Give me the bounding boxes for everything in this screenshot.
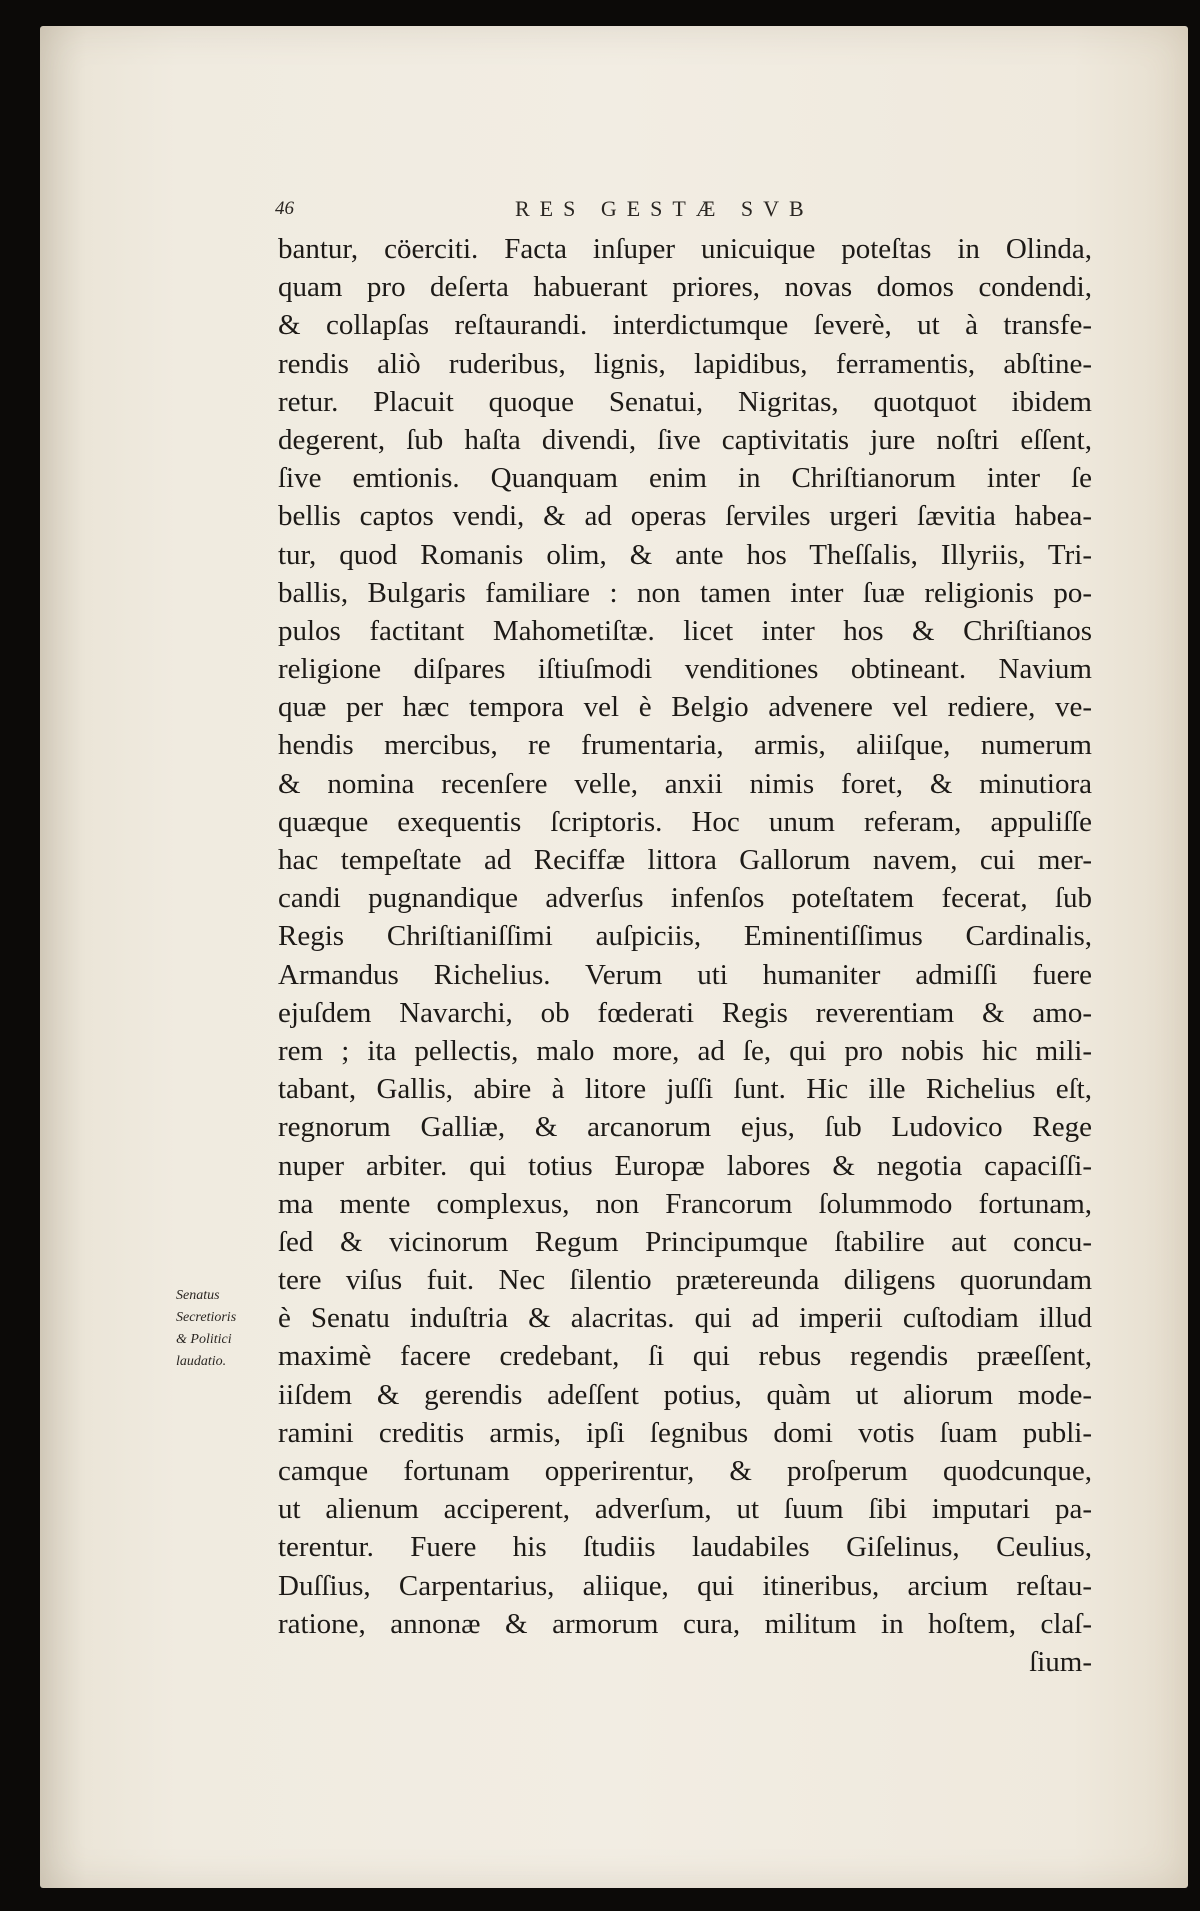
text-line: ramini creditis armis, ipſi ſegnibus domi votis ſuam publi- bbox=[278, 1416, 1092, 1449]
text-line: iiſdem & gerendis adeſſent potius, quàm ut aliorum mode- bbox=[278, 1378, 1092, 1411]
text-line: Armandus Richelius. Verum uti humaniter admiſſi fuere bbox=[278, 958, 1092, 991]
text-line: religione diſpares iſtiuſmodi venditiones obtineant. Navium bbox=[278, 653, 1092, 686]
text-line: candi pugnandique adverſus infenſos poteſtatem fecerat, ſub bbox=[278, 882, 1092, 915]
text-line: retur. Placuit quoque Senatui, Nigritas, quotquot ibidem bbox=[278, 385, 1092, 418]
text-line: quæ per hæc tempora vel è Belgio advenere vel rediere, ve- bbox=[278, 691, 1092, 724]
marginal-note-line: laudatio. bbox=[176, 1354, 227, 1369]
text-line: quam pro deſerta habuerant priores, novas domos condendi, bbox=[278, 271, 1092, 304]
marginal-note-line: Senatus bbox=[176, 1288, 220, 1303]
text-line: hac tempeſtate ad Reciffæ littora Gallorum navem, cui mer- bbox=[278, 844, 1092, 876]
text-line: terentur. Fuere his ſtudiis laudabiles Giſelinus, Ceulius, bbox=[278, 1531, 1092, 1564]
marginal-note-line: & Politici bbox=[176, 1332, 232, 1347]
text-line: maximè facere credebant, ſi qui rebus regendis præeſſent, bbox=[278, 1340, 1092, 1373]
text-line: & nomina recenſere velle, anxii nimis foret, & minutiora bbox=[278, 767, 1092, 800]
text-line: ut alienum acciperent, adverſum, ut ſuum ſibi imputari pa- bbox=[278, 1493, 1092, 1526]
text-line: ratione, annonæ & armorum cura, militum in hoſtem, claſ- bbox=[278, 1607, 1092, 1640]
text-line: quæque exequentis ſcriptoris. Hoc unum referam, appuliſſe bbox=[278, 805, 1092, 838]
text-line: & collapſas reſtaurandi. interdictumque ſeverè, ut à transfe- bbox=[278, 309, 1092, 342]
text-line: rem ; ita pellectis, malo more, ad ſe, qui pro nobis hic mili- bbox=[278, 1034, 1092, 1067]
text-line: è Senatu induſtria & alacritas. qui ad imperii cuſtodiam illud bbox=[278, 1302, 1092, 1335]
marginal-note bbox=[176, 1285, 276, 1373]
body-text bbox=[278, 230, 1092, 1681]
text-line: Regis Chriſtianiſſimi auſpiciis, Eminentiſſimus Cardinalis, bbox=[278, 920, 1092, 953]
text-line: tere viſus fuit. Nec ſilentio prætereunda diligens quorundam bbox=[278, 1264, 1092, 1297]
text-line: hendis mercibus, re frumentaria, armis, aliiſque, numerum bbox=[278, 729, 1092, 762]
text-line: pulos factitant Mahometiſtæ. licet inter hos & Chriſtianos bbox=[278, 614, 1092, 647]
text-line: bellis captos vendi, & ad operas ſerviles urgeri ſævitia habea- bbox=[278, 500, 1092, 533]
page-number: 46 bbox=[275, 198, 294, 219]
text-line: tur, quod Romanis olim, & ante hos Theſſalis, Illyriis, Tri- bbox=[278, 538, 1092, 571]
text-line: nuper arbiter. qui totius Europæ labores & negotia capaciſſi- bbox=[278, 1149, 1092, 1182]
text-line: ſed & vicinorum Regum Principumque ſtabilire aut concu- bbox=[278, 1225, 1092, 1258]
text-line: rendis aliò ruderibus, lignis, lapidibus, ferramentis, abſtine- bbox=[278, 347, 1092, 380]
text-line: Duſſius, Carpentarius, aliique, qui itineribus, arcium reſtau- bbox=[278, 1569, 1092, 1602]
text-line: regnorum Galliæ, & arcanorum ejus, ſub Ludovico Rege bbox=[278, 1111, 1092, 1144]
text-line: bantur, cöerciti. Facta inſuper unicuique poteſtas in Olinda, bbox=[278, 233, 1092, 265]
text-line: ejuſdem Navarchi, ob fœderati Regis reverentiam & amo- bbox=[278, 996, 1092, 1029]
text-line: ſive emtionis. Quanquam enim in Chriſtianorum inter ſe bbox=[278, 462, 1092, 495]
text-line: ſium- bbox=[1029, 1645, 1092, 1678]
running-title: RES GESTÆ SVB bbox=[515, 196, 814, 221]
text-line: tabant, Gallis, abire à litore juſſi ſunt. Hic ille Richelius eſt, bbox=[278, 1073, 1092, 1106]
text-line: camque fortunam opperirentur, & proſperum quodcunque, bbox=[278, 1455, 1092, 1487]
text-line: ballis, Bulgaris familiare : non tamen inter ſuæ religionis po- bbox=[278, 576, 1092, 609]
running-head bbox=[275, 196, 875, 228]
text-line: degerent, ſub haſta divendi, ſive captivitatis jure noſtri eſſent, bbox=[278, 423, 1092, 456]
marginal-note-line: Secretioris bbox=[176, 1310, 237, 1325]
text-line: ma mente complexus, non Francorum ſolummodo fortunam, bbox=[278, 1187, 1092, 1220]
